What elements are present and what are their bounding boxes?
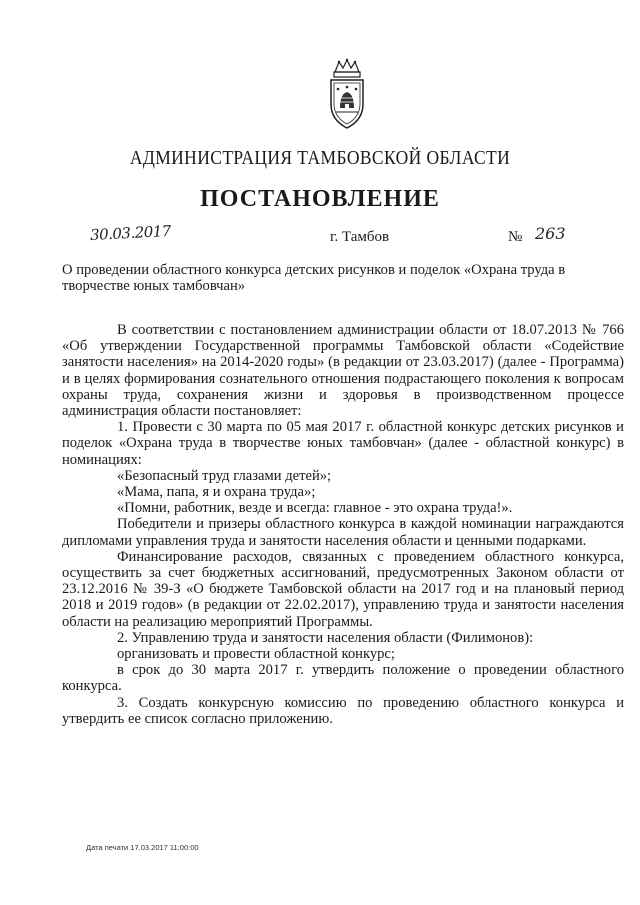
paragraph-financing: Финансирование расходов, связанных с проведением областного конкурса, осуществить за счет бюджетных ассигнований, предусмотренных Законом области от 23.12.2016 № 39-З «О бюджете Тамбовской области на 2017 год и на плановый период 2018 и 2019 годов» (в редакции от 22.02.2017), управлению труда и занятости населения области на реализацию мероприятий Программы.: [62, 548, 624, 630]
paragraph-winners: Победители и призеры областного конкурса в каждой номинации награждаются дипломами управления труда и занятости населения области и ценными подарками.: [62, 516, 624, 549]
paragraph-preamble: В соответствии с постановлением администрации области от 18.07.2013 № 766 «Об утверждении Государственной программы Тамбовской области «Содействие занятости населения» на 2014-2020 годы» (в редакции от 23.03.2017) (далее - Программа) и в целях формирования сознательного отношения подрастающего поколения к вопросам охраны труда, сохранения жизни и здоровья в производственном процессе администрация области постановляет:: [62, 322, 624, 420]
paragraph-item-1: 1. Провести с 30 марта по 05 мая 2017 г. областной конкурс детских рисунков и поделок «Охрана труда в творчестве юных тамбовчан» (далее - областной конкурс) в номинациях:: [62, 419, 624, 468]
document-body: [62, 322, 624, 727]
paragraph-item-3: 3. Создать конкурсную комиссию по проведению областного конкурса и утвердить ее список согласно приложению.: [62, 694, 624, 727]
nomination-1: «Безопасный труд глазами детей»;: [117, 467, 332, 484]
number-prefix: №: [508, 229, 523, 245]
nomination-3: «Помни, работник, везде и всегда: главное - это охрана труда!».: [117, 500, 513, 517]
coat-of-arms-icon: [327, 58, 367, 130]
handwritten-number: 263: [535, 224, 566, 243]
nomination-2: «Мама, папа, я и охрана труда»;: [117, 484, 316, 501]
document-subject: О проведении областного конкурса детских рисунков и поделок «Охрана труда в творчестве юных тамбовчан»: [62, 262, 566, 294]
paragraph-item-2-organize: организовать и провести областной конкурс;: [117, 646, 395, 663]
document-type-title: ПОСТАНОВЛЕНИЕ: [200, 186, 440, 212]
handwritten-date: 30.03.2017: [89, 221, 172, 245]
print-date-footer: Дата печати 17.03.2017 11:00:00: [86, 843, 199, 852]
city-label: г. Тамбов: [330, 229, 390, 245]
organization-heading: АДМИНИСТРАЦИЯ ТАМБОВСКОЙ ОБЛАСТИ: [129, 145, 511, 169]
paragraph-item-2-deadline: в срок до 30 марта 2017 г. утвердить положение о проведении областного конкурса.: [62, 662, 624, 695]
paragraph-item-2: 2. Управлению труда и занятости населения области (Филимонов):: [117, 629, 534, 646]
